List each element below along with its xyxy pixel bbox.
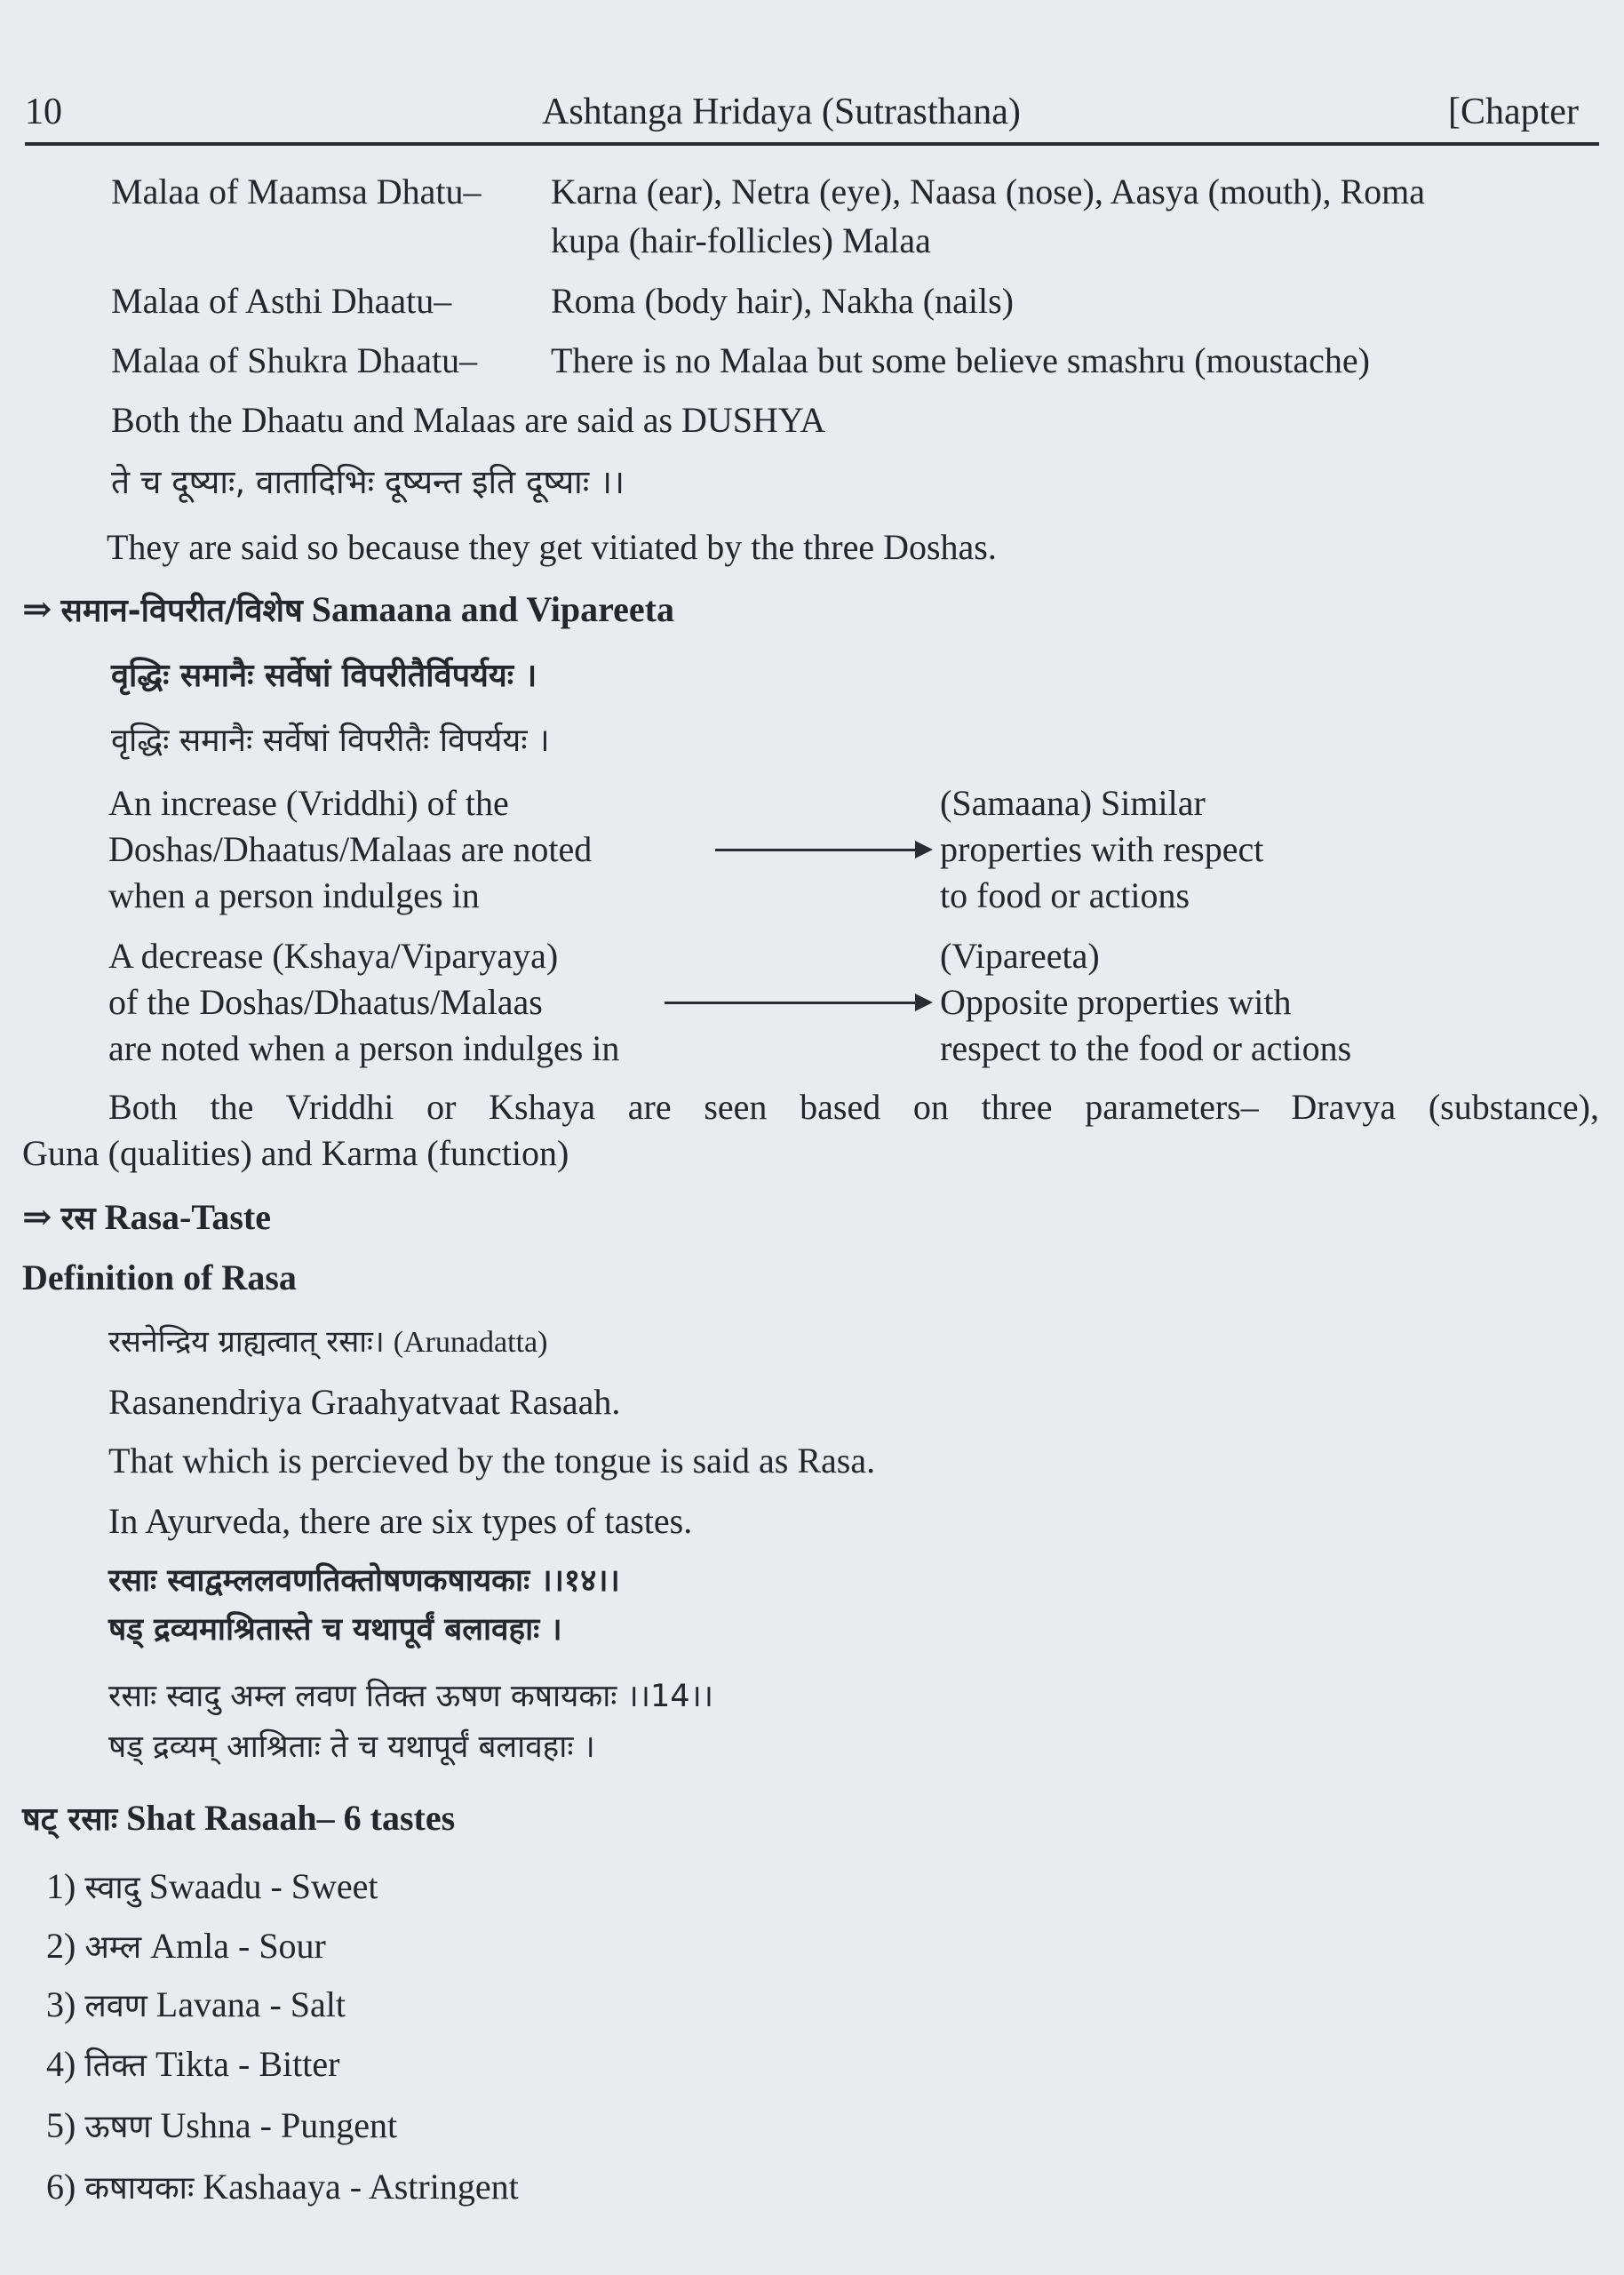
- rasa-sutra-dev: रसनेन्द्रिय ग्राह्यत्वात् रसाः।: [108, 1324, 385, 1360]
- list-item-dev: अम्ल: [84, 1929, 142, 1966]
- rasa-transliteration: Rasanendriya Graahyatvaat Rasaah.: [108, 1382, 621, 1422]
- increase-left-2: Doshas/Dhaatus/Malaas are noted: [108, 829, 593, 869]
- malaa-maamsa-label: Malaa of Maamsa Dhatu–: [111, 172, 482, 212]
- dushya-line: Both the Dhaatu and Malaas are said as DUSHYA: [111, 400, 826, 440]
- increase-arrow-line: [715, 849, 918, 851]
- running-title: Ashtanga Hridaya (Sutrasthana): [542, 92, 1021, 132]
- list-item-en: Lavana - Salt: [155, 1984, 346, 2024]
- list-item-number: 1): [46, 1866, 76, 1906]
- list-item-dev: लवण: [84, 1988, 147, 2024]
- samaana-heading-dev: समान-विपरीत/विशेष: [60, 593, 303, 629]
- samaana-verse-bold: वृद्धिः समानैः सर्वेषां विपरीतैर्विपर्ययः ।: [111, 658, 537, 694]
- list-item: [46, 1923, 326, 1971]
- rasa-sutra: [108, 1317, 547, 1366]
- malaa-maamsa-text: Karna (ear), Netra (eye), Naasa (nose), Aasya (mouth), Roma: [551, 172, 1426, 212]
- header-rule: [25, 142, 1599, 146]
- increase-right-3: to food or actions: [940, 875, 1190, 915]
- list-item: [46, 2103, 397, 2151]
- rasa-heading-dev: रस: [60, 1201, 96, 1237]
- decrease-arrow-head-icon: [915, 994, 933, 1011]
- vriddhi-paragraph-line2: Guna (qualities) and Karma (function): [22, 1133, 569, 1173]
- rasa-six-types: In Ayurveda, there are six types of tastes.: [108, 1501, 693, 1541]
- decrease-left-1: A decrease (Kshaya/Viparyaya): [108, 936, 559, 976]
- rasa-heading: [22, 1194, 271, 1242]
- list-item-number: 5): [46, 2105, 76, 2145]
- list-item: [46, 2041, 339, 2089]
- rasa-heading-en: Rasa-Taste: [104, 1197, 271, 1237]
- increase-right-2: properties with respect: [940, 829, 1264, 869]
- decrease-right-1: (Vipareeta): [940, 936, 1100, 976]
- malaa-shukra-text: There is no Malaa but some believe smashru (moustache): [551, 340, 1370, 380]
- list-item: [46, 1864, 378, 1912]
- dushya-explanation: They are said so because they get vitiated by the three Doshas.: [107, 527, 997, 567]
- malaa-maamsa-text-cont: kupa (hair-follicles) Malaa: [551, 220, 931, 260]
- list-item-dev: स्वादु: [84, 1870, 140, 1906]
- list-item-number: 2): [46, 1926, 76, 1966]
- decrease-left-3: are noted when a person indulges in: [108, 1028, 620, 1068]
- rasa-verse-bold-2: षड् द्रव्यमाश्रितास्ते च यथापूर्वं बलावहाः ।: [108, 1612, 562, 1648]
- increase-right-1: (Samaana) Similar: [940, 783, 1206, 823]
- vriddhi-paragraph-line1: Both the Vriddhi or Kshaya are seen based on three parameters– Dravya (substance),: [108, 1087, 1599, 1127]
- rasa-meaning: That which is percieved by the tongue is said as Rasa.: [108, 1441, 876, 1481]
- rasa-verse-2: षड् द्रव्यम् आश्रिताः ते च यथापूर्वं बलावहाः ।: [108, 1729, 595, 1765]
- decrease-left-2: of the Doshas/Dhaatus/Malaas: [108, 982, 543, 1022]
- arrow-icon: ⇒: [22, 1197, 52, 1237]
- samaana-heading-en: Samaana and Vipareeta: [311, 589, 674, 629]
- list-item-en: Swaadu - Sweet: [148, 1866, 378, 1906]
- list-item-dev: ऊषण: [84, 2109, 152, 2145]
- shat-heading-en: Shat Rasaah– 6 tastes: [126, 1798, 456, 1838]
- list-item-en: Kashaaya - Astringent: [203, 2167, 519, 2207]
- list-item-en: Ushna - Pungent: [160, 2105, 398, 2145]
- samaana-heading: [22, 587, 674, 635]
- definition-heading: Definition of Rasa: [22, 1257, 297, 1297]
- page-number: 10: [25, 92, 62, 132]
- rasa-sutra-source: (Arunadatta): [393, 1326, 548, 1359]
- dushya-sanskrit: ते च दूष्याः, वातादिभिः दूष्यन्त इति दूष्याः ।।: [111, 463, 625, 501]
- decrease-right-2: Opposite properties with: [940, 982, 1292, 1022]
- increase-left-3: when a person indulges in: [108, 875, 480, 915]
- list-item-number: 4): [46, 2044, 76, 2084]
- samaana-verse: वृद्धिः समानैः सर्वेषां विपरीतैः विपर्ययः ।: [111, 722, 550, 759]
- list-item-en: Amla - Sour: [150, 1926, 326, 1966]
- arrow-icon: ⇒: [22, 589, 52, 629]
- malaa-asthi-label: Malaa of Asthi Dhaatu–: [111, 281, 452, 321]
- increase-left-1: An increase (Vriddhi) of the: [108, 783, 509, 823]
- list-item-en: Tikta - Bitter: [155, 2044, 340, 2084]
- shat-rasaah-heading: [22, 1795, 455, 1843]
- list-item-number: 3): [46, 1984, 76, 2024]
- running-chapter: [Chapter: [1448, 92, 1579, 132]
- decrease-right-3: respect to the food or actions: [940, 1028, 1352, 1068]
- list-item: [46, 1982, 346, 2030]
- list-item-dev: कषायकाः: [84, 2170, 195, 2207]
- list-item-dev: तिक्त: [84, 2048, 147, 2084]
- malaa-shukra-label: Malaa of Shukra Dhaatu–: [111, 340, 478, 380]
- decrease-arrow-line: [665, 1002, 918, 1004]
- increase-arrow-head-icon: [915, 841, 933, 858]
- malaa-asthi-text: Roma (body hair), Nakha (nails): [551, 281, 1014, 321]
- shat-heading-dev: षट् रसाः: [22, 1801, 118, 1838]
- list-item-number: 6): [46, 2167, 76, 2207]
- rasa-verse-bold-1: रसाः स्वाद्वम्ललवणतिक्तोषणकषायकाः ।।१४।।: [108, 1563, 620, 1599]
- rasa-verse-1: रसाः स्वादु अम्ल लवण तिक्त ऊषण कषायकाः ।।14।।: [108, 1679, 714, 1714]
- list-item: [46, 2164, 519, 2212]
